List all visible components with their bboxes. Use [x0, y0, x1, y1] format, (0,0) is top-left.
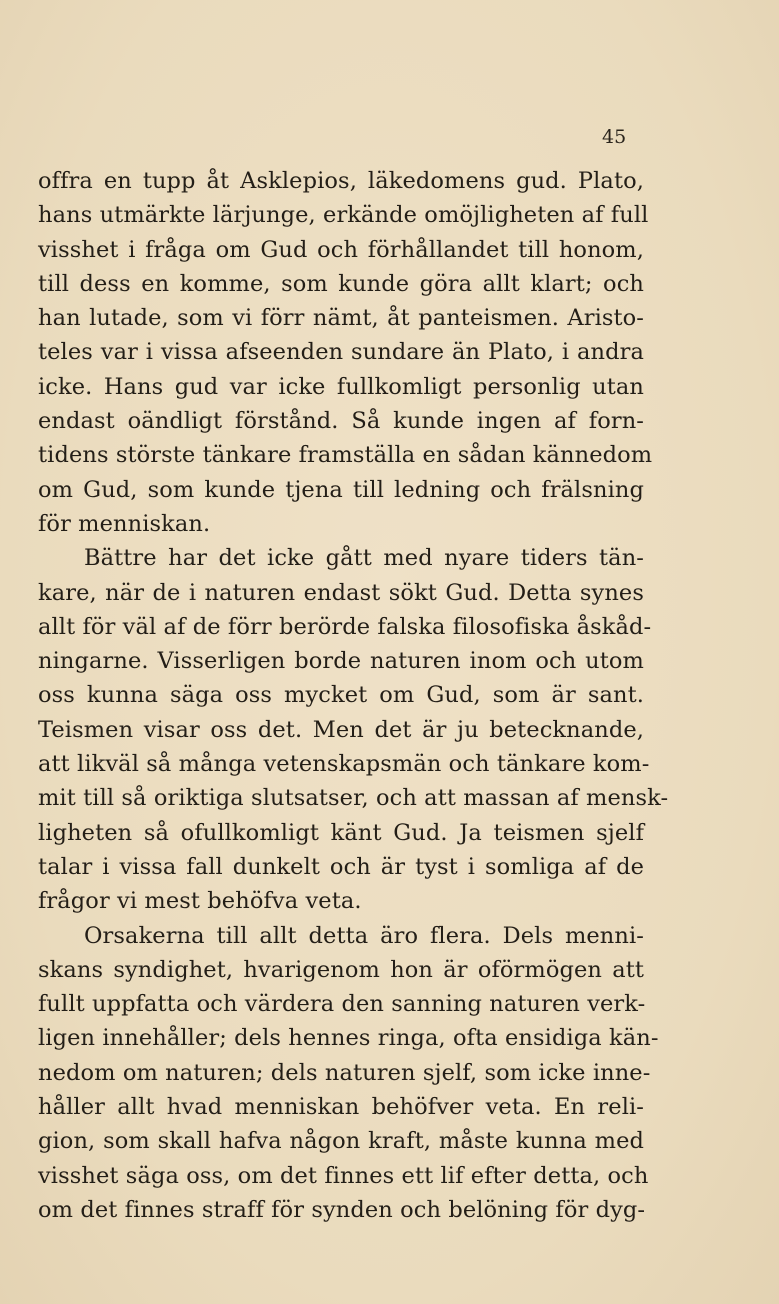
text-line: visshet säga oss, om det finnes ett lif efter detta, och [38, 1162, 649, 1189]
paragraph-end-line: för menniskan. [38, 510, 211, 537]
text-line: offra en tupp åt Asklepios, läkedomens gud. Plato, [38, 168, 644, 194]
text-line: teles var i vissa afseenden sundare än Plato, i andra [38, 339, 644, 366]
text-line: ningarne. Visserligen borde naturen inom och utom [38, 648, 644, 675]
text-line: om det finnes straff för synden och belöning för dyg- [38, 1196, 646, 1223]
text-line: talar i vissa fall dunkelt och är tyst i somliga af de [38, 853, 644, 880]
text-line: endast oändligt förstånd. Så kunde ingen af forn- [38, 408, 644, 435]
text-line: gion, som skall hafva någon kraft, måste kunna med [38, 1128, 644, 1155]
text-line: att likväl så många vetenskapsmän och tänkare kom- [38, 751, 650, 778]
text-line: mit till så oriktiga slutsatser, och att massan af mensk- [38, 785, 669, 812]
text-line: till dess en komme, som kunde göra allt klart; och [38, 270, 644, 297]
text-line: om Gud, som kunde tjena till ledning och frälsning [38, 476, 644, 503]
text-line: håller allt hvad menniskan behöfver veta. En reli- [38, 1094, 644, 1121]
paragraph-start-line: Bättre har det icke gått med nyare tiders tän- [84, 545, 644, 572]
text-line: ligen innehåller; dels hennes ringa, ofta ensidiga kän- [38, 1025, 659, 1052]
paragraph-start-line: Orsakerna till allt detta äro flera. Dels menni- [84, 922, 644, 949]
text-line: kare, när de i naturen endast sökt Gud. Detta synes [38, 579, 644, 606]
body-text [38, 164, 669, 1227]
text-line: ligheten så ofullkomligt känt Gud. Ja teismen sjelf [38, 819, 644, 846]
text-line: visshet i fråga om Gud och förhållandet till honom, [38, 236, 644, 263]
text-line: han lutade, som vi förr nämt, åt panteismen. Aristo- [38, 305, 644, 332]
text-line: nedom om naturen; dels naturen sjelf, som icke inne- [38, 1059, 651, 1086]
text-line: icke. Hans gud var icke fullkomligt personlig utan [38, 373, 644, 400]
text-line: allt för väl af de förr berörde falska filosofiska åskåd- [38, 613, 652, 640]
text-line: hans utmärkte lärjunge, erkände omöjligheten af full [38, 202, 649, 229]
text-line: skans syndighet, hvarigenom hon är oförmögen att [38, 956, 644, 983]
page-number: 45 [602, 126, 627, 148]
text-line: oss kunna säga oss mycket om Gud, som är sant. [38, 682, 644, 709]
text-line: Teismen visar oss det. Men det är ju betecknande, [38, 716, 644, 743]
text-line: fullt uppfatta och värdera den sanning naturen verk- [38, 991, 646, 1018]
paragraph-end-line: frågor vi mest behöfva veta. [38, 888, 362, 915]
text-line: tidens störste tänkare framställa en sådan kännedom [38, 442, 653, 469]
